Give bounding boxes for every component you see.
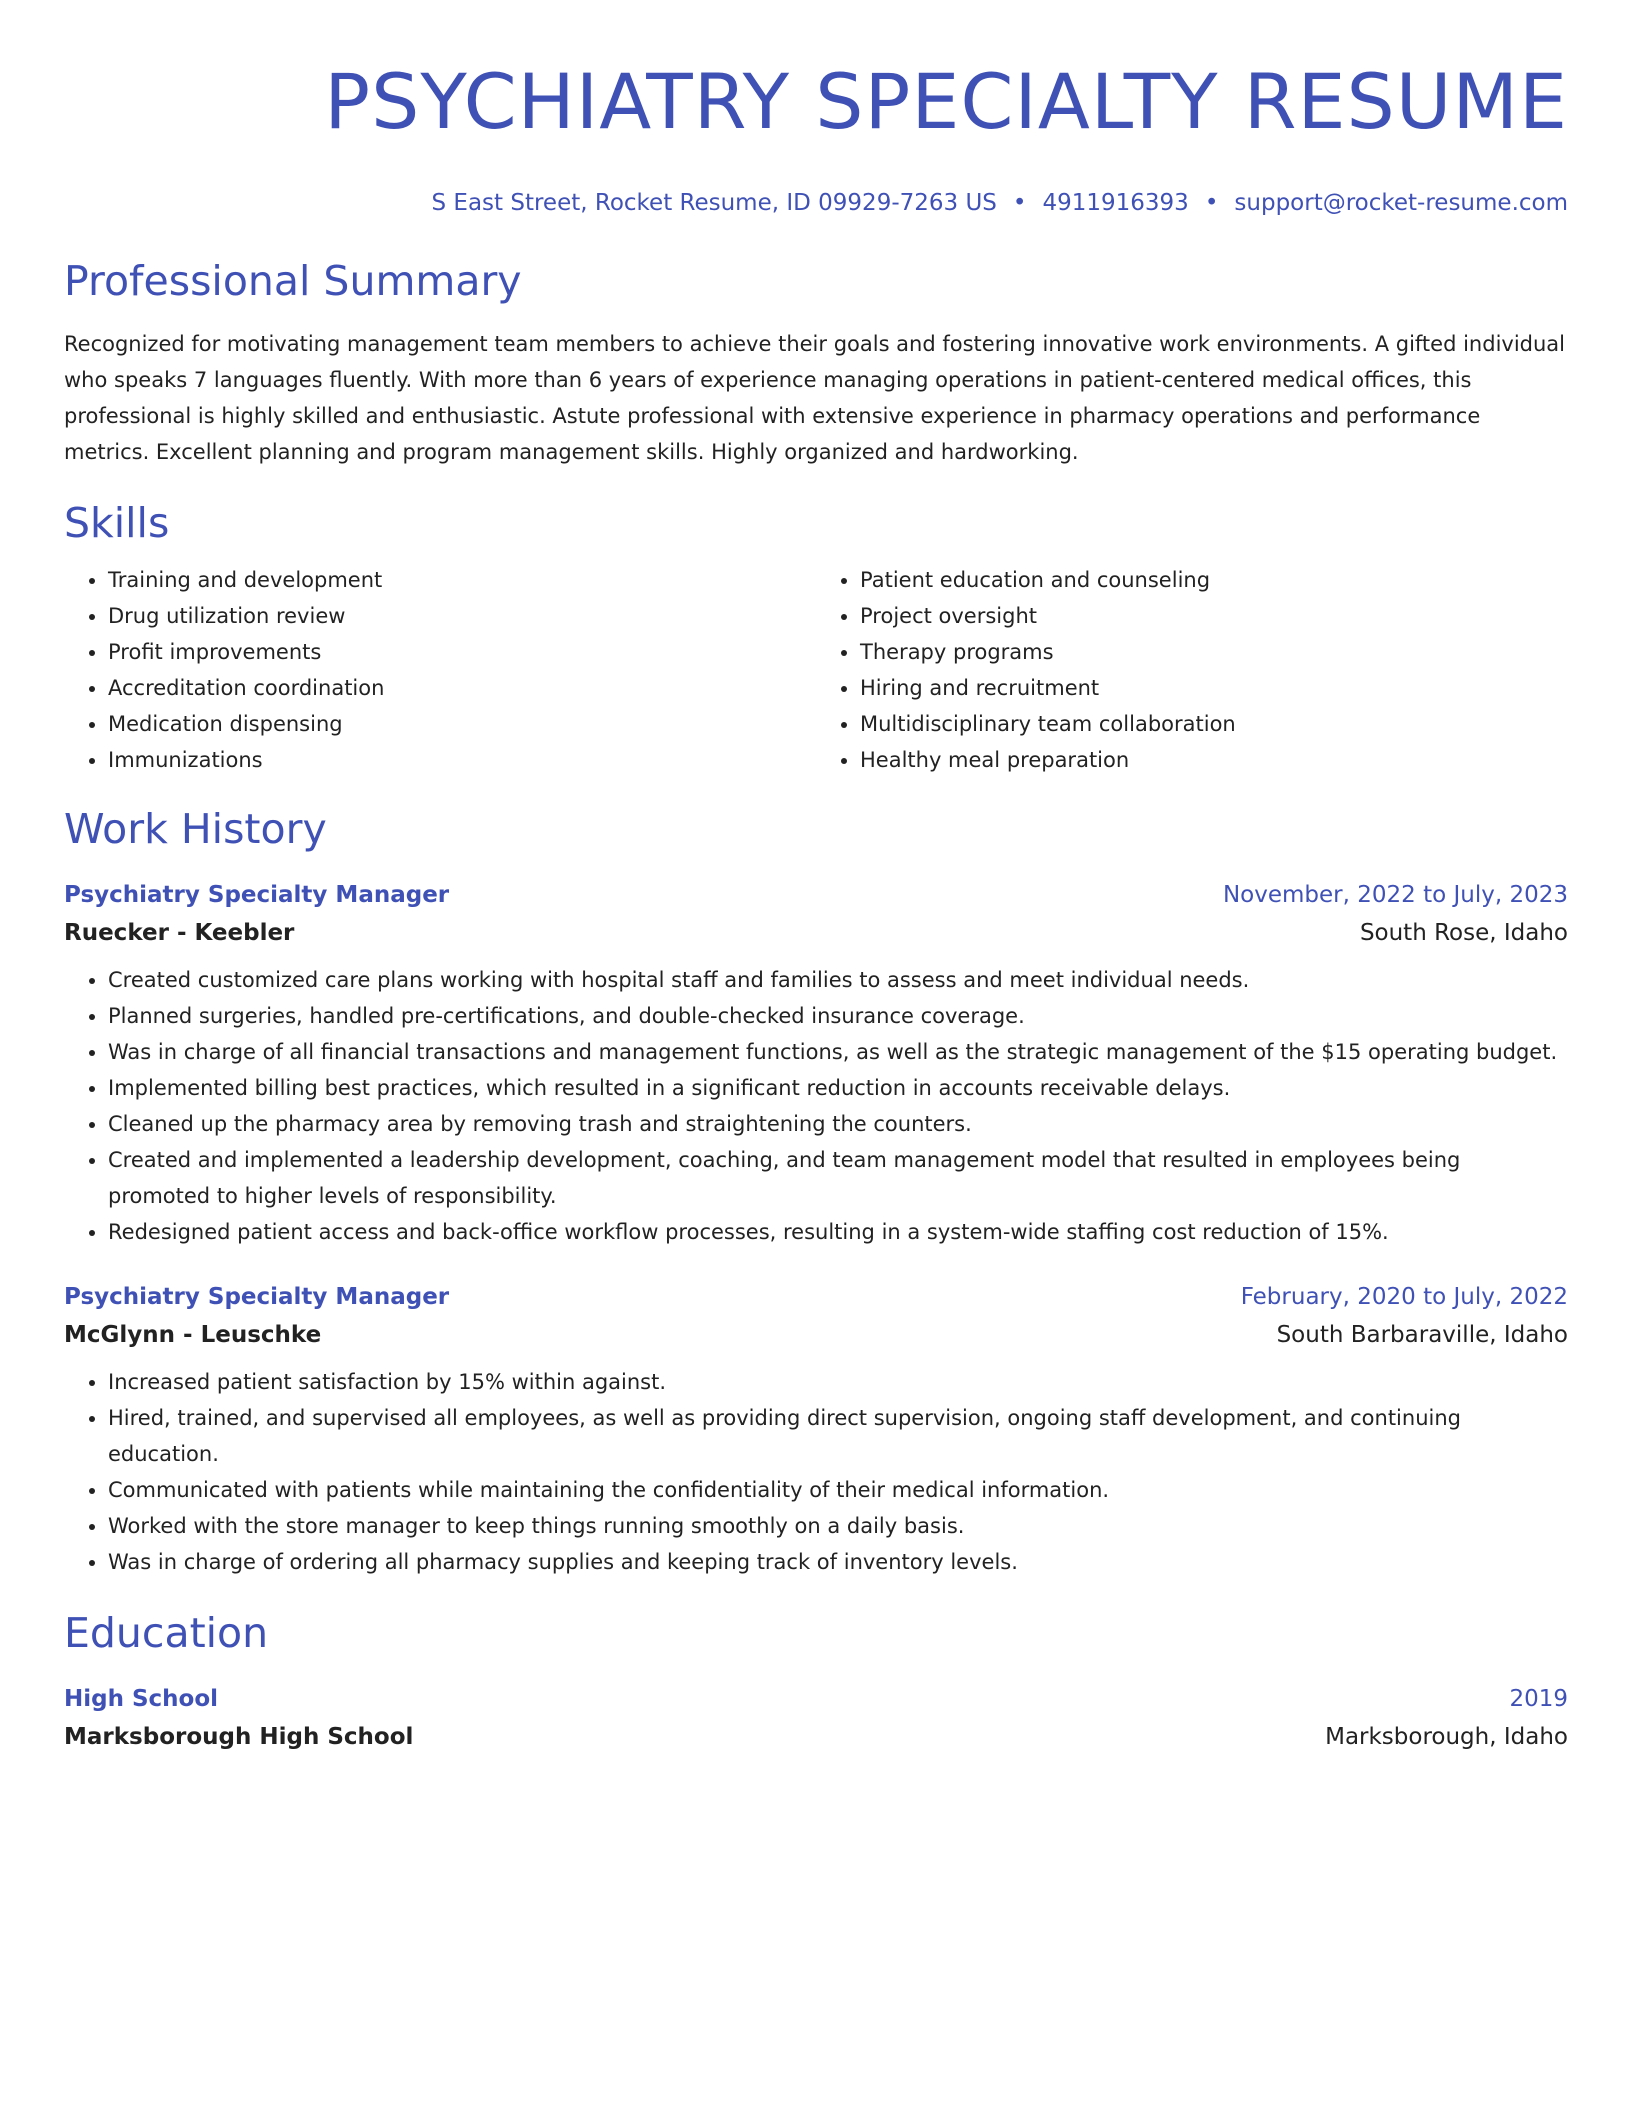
summary-text: Recognized for motivating management team members to achieve their goals and fostering innovative work environments. A gifted individual who speaks 7 languages fluently. With more than 6 years of experience managing operations in patient-centered medical offices, this professional is highly skilled and enthusiastic. Astute professional with extensive experience in pharmacy operations and performance metrics. Excellent planning and program management skills. Highly organized and hardworking. <box>64 332 1566 464</box>
job-dates: February, 2020 to July, 2022 <box>1240 1284 1568 1310</box>
job-bullet: • Created and implemented a leadership development, coaching, and team management model that resulted in employees being promoted to higher levels of responsibility. <box>108 1142 1568 1214</box>
skill-item: • Project oversight <box>860 598 1568 634</box>
job-subheader <box>64 916 1568 950</box>
job-bullet: • Communicated with patients while maintaining the confidentiality of their medical information. <box>108 1472 1568 1508</box>
contact-separator: • <box>1204 190 1219 216</box>
job-bullet: • Increased patient satisfaction by 15% within against. <box>108 1364 1568 1400</box>
education-heading: Education <box>64 1609 269 1657</box>
job-bullets <box>64 962 1568 1250</box>
skill-item: • Therapy programs <box>860 634 1568 670</box>
job-bullet: • Was in charge of ordering all pharmacy supplies and keeping track of inventory levels. <box>108 1544 1568 1580</box>
job-entry <box>64 1280 1568 1580</box>
job-header <box>64 878 1568 912</box>
job-entry <box>64 878 1568 1250</box>
company-name: McGlynn - Leuschke <box>64 1322 322 1348</box>
job-bullet: • Implemented billing best practices, which resulted in a significant reduction in accounts receivable delays. <box>108 1070 1568 1106</box>
school-name: Marksborough High School <box>64 1724 414 1750</box>
job-bullet: • Planned surgeries, handled pre-certifications, and double-checked insurance coverage. <box>108 998 1568 1034</box>
work-history-heading: Work History <box>64 805 327 853</box>
skill-item: • Multidisciplinary team collaboration <box>860 706 1568 742</box>
education-entry <box>64 1682 1568 1754</box>
job-title: Psychiatry Specialty Manager <box>64 882 450 908</box>
contact-separator: • <box>1012 190 1027 216</box>
education-subheader <box>64 1720 1568 1754</box>
job-bullets <box>64 1364 1568 1580</box>
job-dates: November, 2022 to July, 2023 <box>1222 882 1568 908</box>
skill-item: • Accreditation coordination <box>108 670 816 706</box>
job-header <box>64 1280 1568 1314</box>
contact-address: S East Street, Rocket Resume, ID 09929-7263 US <box>431 190 997 216</box>
job-bullet: • Redesigned patient access and back-office workflow processes, resulting in a system-wide staffing cost reduction of 15%. <box>108 1214 1568 1250</box>
skill-item: • Profit improvements <box>108 634 816 670</box>
skill-item: • Training and development <box>108 562 816 598</box>
skill-item: • Drug utilization review <box>108 598 816 634</box>
company-name: Ruecker - Keebler <box>64 920 295 946</box>
summary-heading: Professional Summary <box>64 257 522 305</box>
skill-item: • Hiring and recruitment <box>860 670 1568 706</box>
skills-list <box>64 562 1568 778</box>
job-subheader <box>64 1318 1568 1352</box>
skill-item: • Medication dispensing <box>108 706 816 742</box>
skills-column-left <box>64 562 816 778</box>
job-title: Psychiatry Specialty Manager <box>64 1284 450 1310</box>
contact-phone: 4911916393 <box>1042 190 1189 216</box>
skill-item: • Immunizations <box>108 742 816 778</box>
degree: High School <box>64 1686 219 1712</box>
skills-column-right <box>816 562 1568 778</box>
contact-line <box>64 188 1568 218</box>
job-bullet: • Worked with the store manager to keep things running smoothly on a daily basis. <box>108 1508 1568 1544</box>
skill-item: • Patient education and counseling <box>860 562 1568 598</box>
contact-email: support@rocket-resume.com <box>1234 190 1568 216</box>
job-bullet: • Cleaned up the pharmacy area by removing trash and straightening the counters. <box>108 1106 1568 1142</box>
job-location: South Barbaraville, Idaho <box>1276 1322 1568 1348</box>
school-location: Marksborough, Idaho <box>1325 1724 1568 1750</box>
job-bullet: • Hired, trained, and supervised all employees, as well as providing direct supervision, ongoing staff development, and continuing education. <box>108 1400 1568 1472</box>
job-bullet: • Was in charge of all financial transactions and management functions, as well as the strategic management of the $15 operating budget. <box>108 1034 1568 1070</box>
education-header <box>64 1682 1568 1716</box>
education-year: 2019 <box>1509 1686 1568 1712</box>
skill-item: • Healthy meal preparation <box>860 742 1568 778</box>
resume-title: PSYCHIATRY SPECIALTY RESUME <box>324 57 1568 146</box>
job-bullet: • Created customized care plans working with hospital staff and families to assess and meet individual needs. <box>108 962 1568 998</box>
skills-heading: Skills <box>64 499 170 547</box>
job-location: South Rose, Idaho <box>1359 920 1568 946</box>
